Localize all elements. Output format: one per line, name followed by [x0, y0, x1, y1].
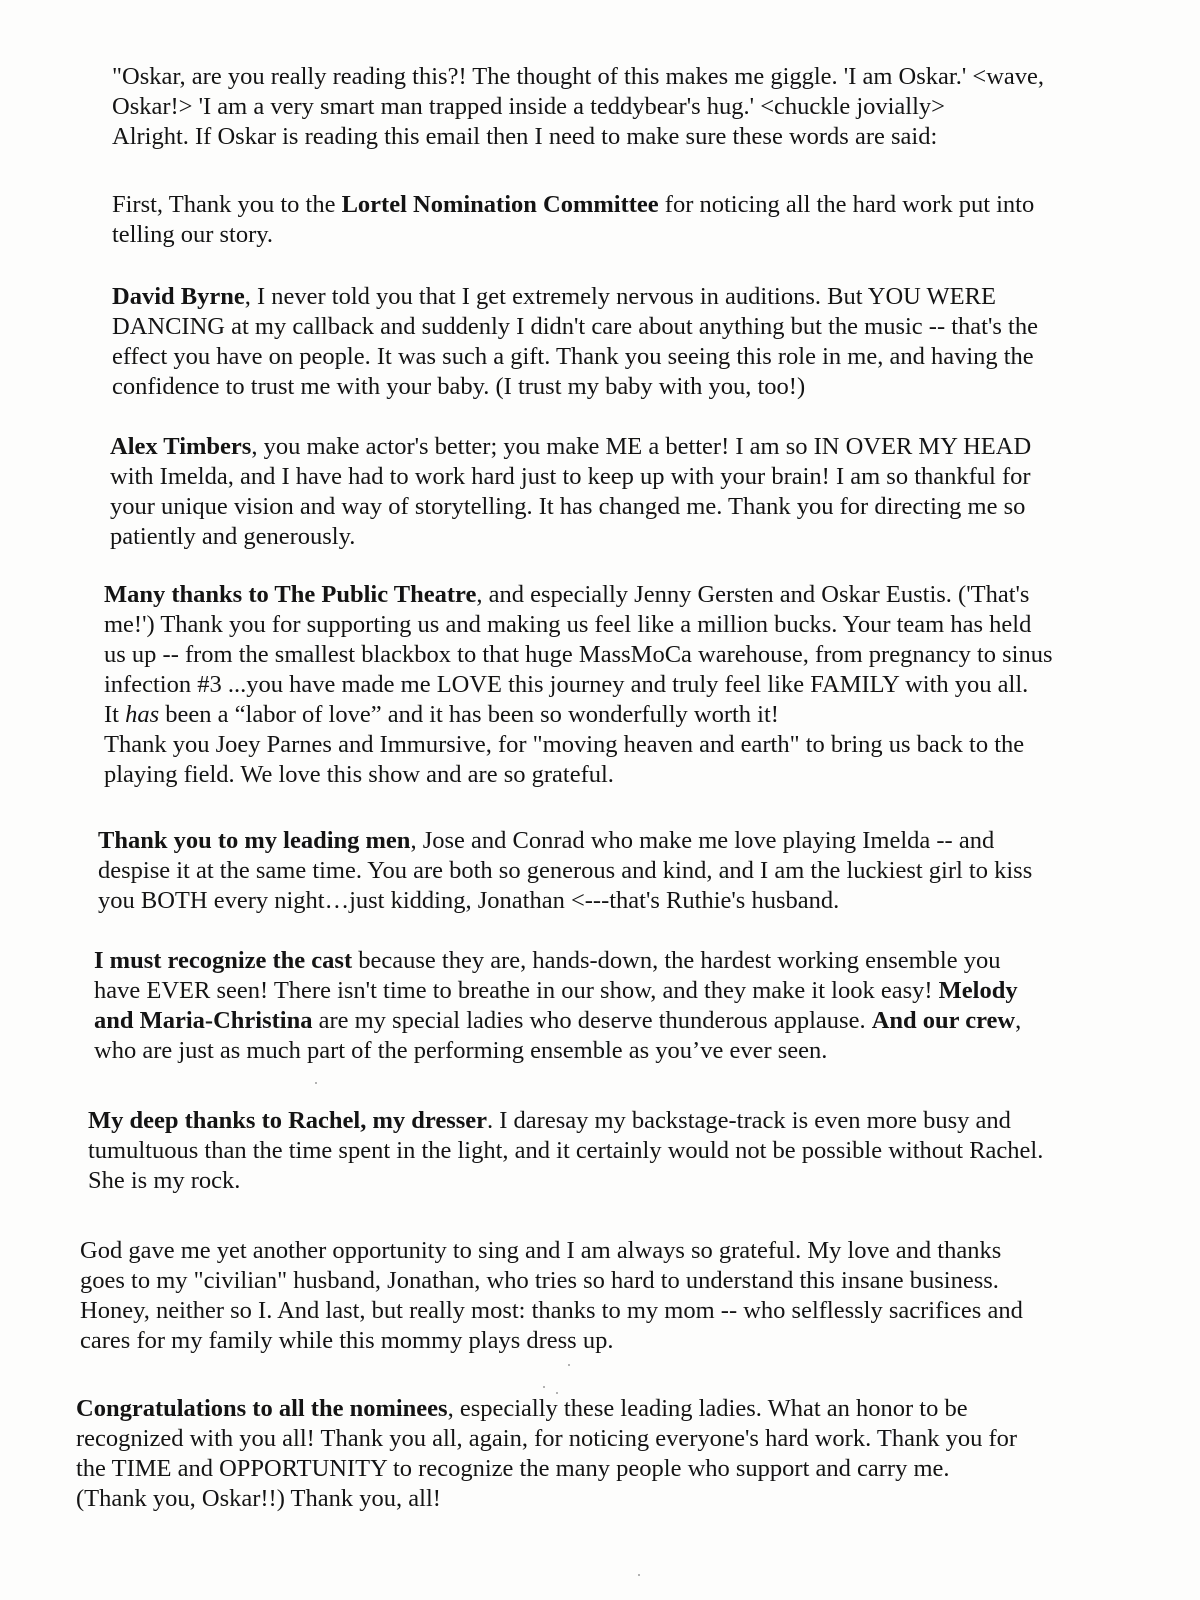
- bold-name: Melody: [938, 977, 1018, 1004]
- text-line: [104, 700, 1053, 730]
- text-line: Oskar!> 'I am a very smart man trapped inside a teddybear's hug.' <chuckle jovially>: [112, 93, 945, 120]
- text-line: the TIME and OPPORTUNITY to recognize the many people who support and carry me.: [76, 1455, 950, 1482]
- text-line: tumultuous than the time spent in the light, and it certainly would not be possible without Rachel.: [88, 1137, 1044, 1164]
- text-line: telling our story.: [112, 221, 274, 248]
- text-line: cares for my family while this mommy plays dress up.: [80, 1327, 614, 1354]
- text-run: ,: [1015, 1007, 1022, 1034]
- bold-name: David Byrne: [112, 283, 245, 310]
- text-run: , I never told you that I get extremely nervous in auditions. But YOU WERE: [244, 283, 996, 310]
- scan-speck: [315, 1082, 317, 1084]
- scan-speck: [543, 1386, 545, 1388]
- text-run: been a “labor of love” and it has been so wonderfully worth it!: [159, 701, 779, 728]
- scan-speck: [556, 1392, 558, 1394]
- text-line: [112, 282, 1038, 312]
- text-line: patiently and generously.: [110, 523, 356, 550]
- text-line: [94, 1006, 1021, 1036]
- text-line: recognized with you all! Thank you all, again, for noticing everyone's hard work. Thank you for: [76, 1425, 1018, 1452]
- text-line: God gave me yet another opportunity to sing and I am always so grateful. My love and thanks: [80, 1237, 1002, 1264]
- paragraph-intro: [112, 62, 1044, 152]
- paragraph-alex-timbers: [110, 432, 1031, 552]
- paragraph-lortel-committee: [112, 190, 1034, 250]
- scan-speck: [568, 1364, 570, 1366]
- bold-name: I must recognize the cast: [94, 947, 353, 974]
- text-line: "Oskar, are you really reading this?! The thought of this makes me giggle. 'I am Oskar.' <wave,: [112, 63, 1045, 90]
- text-run: , especially these leading ladies. What an honor to be: [447, 1395, 968, 1422]
- text-line: your unique vision and way of storytelling. It has changed me. Thank you for directing me so: [110, 493, 1026, 520]
- text-run: First, Thank you to the: [112, 191, 342, 218]
- text-line: me!') Thank you for supporting us and making us feel like a million bucks. Your team has held: [104, 611, 1032, 638]
- paragraph-leading-men: [98, 826, 1032, 916]
- scan-speck: [638, 1574, 640, 1576]
- text-line: Thank you Joey Parnes and Immursive, for "moving heaven and earth" to bring us back to the: [104, 731, 1025, 758]
- paragraph-dresser: [88, 1106, 1043, 1196]
- text-run: because they are, hands-down, the hardest working ensemble you: [352, 947, 1001, 974]
- text-line: [98, 826, 1032, 856]
- text-run: . I daresay my backstage-track is even more busy and: [487, 1107, 1011, 1134]
- paragraph-david-byrne: [112, 282, 1038, 402]
- bold-name: Alex Timbers: [110, 433, 252, 460]
- paragraph-congratulations: [76, 1394, 1017, 1514]
- text-line: effect you have on people. It was such a gift. Thank you seeing this role in me, and having the: [112, 343, 1034, 370]
- bold-name: My deep thanks to Rachel, my dresser: [88, 1107, 488, 1134]
- bold-name: Lortel Nomination Committee: [341, 191, 659, 218]
- text-line: [94, 946, 1021, 976]
- bold-name: and Maria-Christina: [94, 1007, 313, 1034]
- text-run: It: [104, 701, 126, 728]
- bold-name: Congratulations to all the nominees: [76, 1395, 448, 1422]
- text-line: [76, 1394, 1017, 1424]
- bold-name: Many thanks to The Public Theatre: [104, 581, 477, 608]
- text-run: , Jose and Conrad who make me love playing Imelda -- and: [410, 827, 995, 854]
- text-run: are my special ladies who deserve thunderous applause.: [312, 1007, 872, 1034]
- italic-word: has: [125, 701, 160, 728]
- text-line: confidence to trust me with your baby. (I trust my baby with you, too!): [112, 373, 806, 400]
- paragraph-family: [80, 1236, 1023, 1356]
- text-line: [88, 1106, 1043, 1136]
- text-run: , and especially Jenny Gersten and Oskar Eustis. ('That's: [476, 581, 1030, 608]
- text-line: Alright. If Oskar is reading this email then I need to make sure these words are said:: [112, 123, 938, 150]
- text-run: , you make actor's better; you make ME a better! I am so IN OVER MY HEAD: [251, 433, 1032, 460]
- text-line: us up -- from the smallest blackbox to that huge MassMoCa warehouse, from pregnancy to sinus: [104, 641, 1053, 668]
- text-line: who are just as much part of the performing ensemble as you’ve ever seen.: [94, 1037, 828, 1064]
- paragraph-cast: [94, 946, 1021, 1066]
- text-line: infection #3 ...you have made me LOVE this journey and truly feel like FAMILY with you all.: [104, 671, 1029, 698]
- text-line: [112, 190, 1034, 220]
- text-line: Honey, neither so I. And last, but really most: thanks to my mom -- who selflessly sacrifices and: [80, 1297, 1023, 1324]
- text-line: DANCING at my callback and suddenly I didn't care about anything but the music -- that's the: [112, 313, 1038, 340]
- text-line: you BOTH every night…just kidding, Jonathan <---that's Ruthie's husband.: [98, 887, 840, 914]
- text-line: [104, 580, 1053, 610]
- text-run: for noticing all the hard work put into: [658, 191, 1035, 218]
- text-line: [94, 976, 1021, 1006]
- bold-name: Thank you to my leading men: [98, 827, 411, 854]
- text-line: (Thank you, Oskar!!) Thank you, all!: [76, 1485, 441, 1512]
- text-line: playing field. We love this show and are so grateful.: [104, 761, 614, 788]
- text-line: She is my rock.: [88, 1167, 241, 1194]
- text-line: [110, 432, 1031, 462]
- bold-name: And our crew: [871, 1007, 1016, 1034]
- paragraph-public-theatre: [104, 580, 1053, 790]
- text-line: with Imelda, and I have had to work hard just to keep up with your brain! I am so thankful for: [110, 463, 1031, 490]
- text-run: have EVER seen! There isn't time to breathe in our show, and they make it look easy!: [94, 977, 939, 1004]
- text-line: goes to my "civilian" husband, Jonathan, who tries so hard to understand this insane business.: [80, 1267, 999, 1294]
- text-line: despise it at the same time. You are both so generous and kind, and I am the luckiest girl to kiss: [98, 857, 1033, 884]
